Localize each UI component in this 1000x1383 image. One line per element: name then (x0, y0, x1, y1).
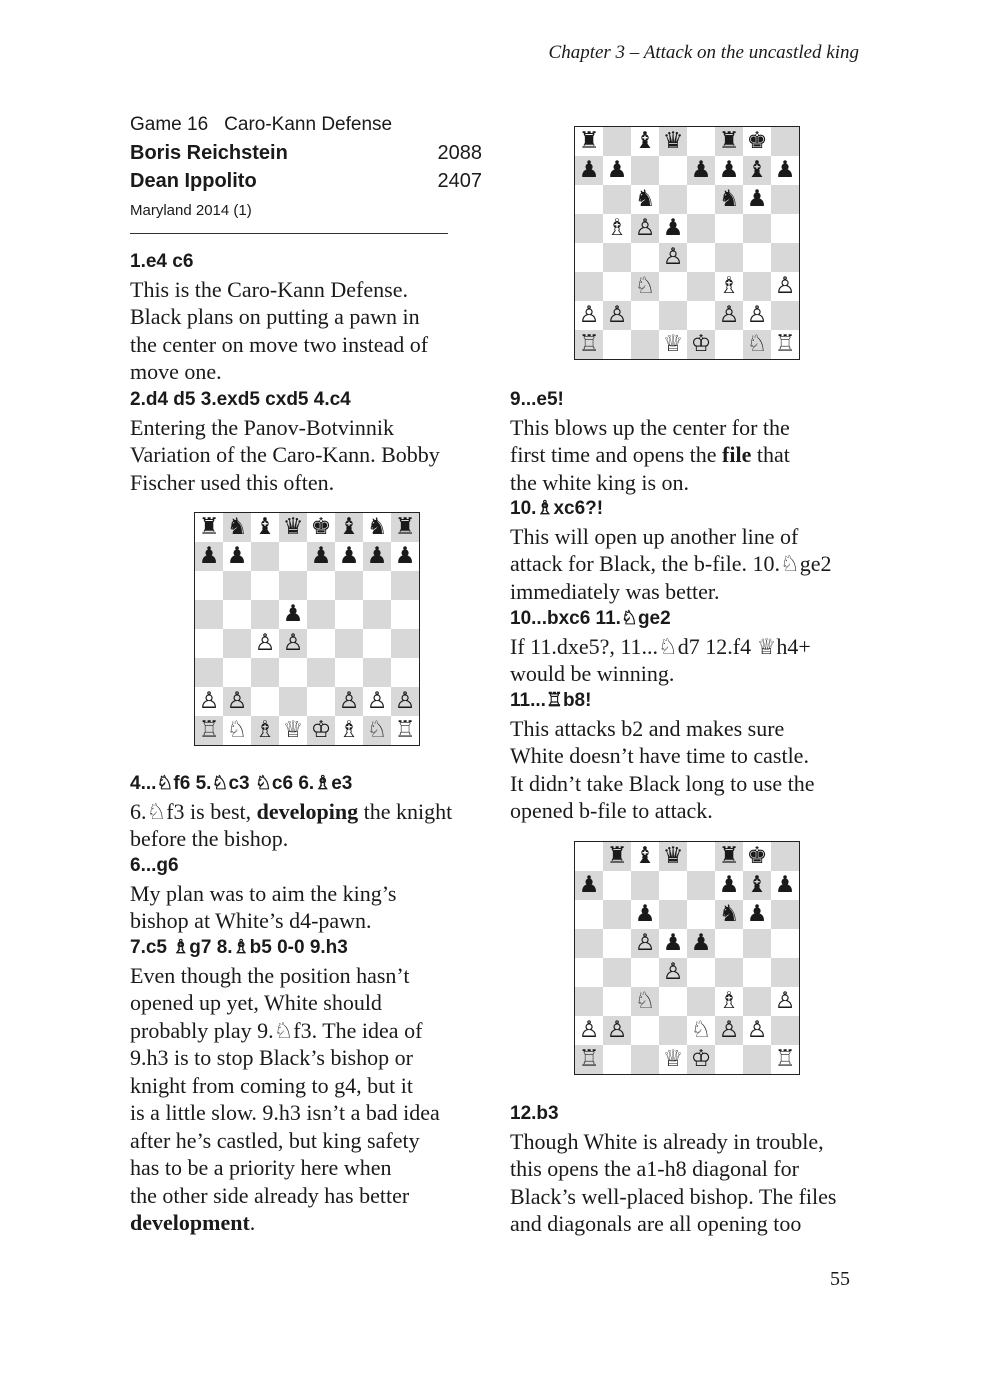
chess-piece-square: ♜ (603, 842, 631, 871)
empty-square (307, 658, 335, 687)
chess-piece-square: ♟ (307, 542, 335, 571)
empty-square (687, 958, 715, 987)
empty-square (279, 658, 307, 687)
move-text: 4...♘f6 5.♘c3 ♘c6 6.♗e3 (130, 773, 353, 794)
chess-piece-square: ♘ (363, 716, 391, 745)
chess-piece-square: ♕ (659, 1045, 687, 1074)
chess-piece-square: ♖ (391, 716, 419, 745)
running-head: Chapter 3 – Attack on the uncastled king (548, 42, 859, 63)
chess-piece-square: ♙ (715, 301, 743, 330)
empty-square (223, 600, 251, 629)
empty-square (307, 571, 335, 600)
empty-square (603, 1045, 631, 1074)
commentary-line: attack for Black, the b-file. 10.♘ge2 (510, 551, 832, 576)
empty-square (603, 330, 631, 359)
empty-square (771, 301, 799, 330)
chess-piece-square: ♙ (575, 1016, 603, 1045)
empty-square (659, 185, 687, 214)
empty-square (631, 958, 659, 987)
annotation-block (510, 1100, 880, 1238)
empty-square (771, 842, 799, 871)
move-text: 9...e5! (510, 389, 564, 410)
commentary-line: Variation of the Caro-Kann. Bobby (130, 442, 440, 467)
empty-square (631, 1016, 659, 1045)
empty-square (251, 687, 279, 716)
empty-square (659, 156, 687, 185)
commentary (130, 880, 500, 935)
chess-piece-square: ♛ (279, 513, 307, 542)
chess-piece-square: ♘ (743, 330, 771, 359)
black-player (130, 167, 482, 195)
chess-piece-square: ♖ (575, 330, 603, 359)
empty-square (363, 600, 391, 629)
empty-square (743, 272, 771, 301)
chess-piece-square: ♞ (223, 513, 251, 542)
empty-square (279, 571, 307, 600)
chess-piece-square: ♚ (307, 513, 335, 542)
empty-square (687, 214, 715, 243)
empty-square (687, 127, 715, 156)
empty-square (603, 871, 631, 900)
commentary-line: This attacks b2 and makes sure (510, 715, 785, 741)
empty-square (603, 272, 631, 301)
empty-square (335, 658, 363, 687)
chess-piece-square: ♝ (335, 513, 363, 542)
annotation-block (510, 605, 880, 688)
empty-square (223, 571, 251, 600)
commentary-line: is a little slow. 9.h3 isn’t a bad idea (130, 1100, 440, 1125)
empty-square (631, 301, 659, 330)
commentary-line: knight from coming to g4, but it (130, 1072, 413, 1098)
chess-piece-square: ♟ (335, 542, 363, 571)
empty-square (279, 687, 307, 716)
chess-piece-square: ♟ (195, 542, 223, 571)
chess-piece-square: ♜ (715, 127, 743, 156)
chess-piece-square: ♜ (575, 127, 603, 156)
chess-piece-square: ♗ (251, 716, 279, 745)
chess-piece-square: ♕ (279, 716, 307, 745)
chess-piece-square: ♝ (743, 871, 771, 900)
empty-square (307, 687, 335, 716)
chess-piece-square: ♟ (715, 156, 743, 185)
commentary-line: Though White is already in trouble, (510, 1128, 824, 1154)
empty-square (771, 1016, 799, 1045)
empty-square (195, 571, 223, 600)
game-title (130, 111, 482, 139)
commentary-line: Fischer used this often. (130, 469, 335, 495)
chess-piece-square: ♞ (715, 900, 743, 929)
chess-piece-square: ♞ (715, 185, 743, 214)
chess-piece-square: ♟ (391, 542, 419, 571)
empty-square (575, 842, 603, 871)
move-text: 10.♗xc6?! (510, 498, 604, 519)
empty-square (771, 958, 799, 987)
chess-piece-square: ♙ (195, 687, 223, 716)
game-header (130, 111, 482, 234)
chess-piece-square: ♞ (363, 513, 391, 542)
chess-piece-square: ♟ (687, 156, 715, 185)
empty-square (575, 900, 603, 929)
chess-piece-square: ♚ (743, 842, 771, 871)
chess-piece-square: ♘ (631, 987, 659, 1016)
chess-piece-square: ♚ (743, 127, 771, 156)
empty-square (715, 243, 743, 272)
chess-piece-square: ♖ (771, 1045, 799, 1074)
empty-square (743, 929, 771, 958)
chess-piece-square: ♔ (307, 716, 335, 745)
commentary-line: immediately was better. (510, 578, 720, 604)
empty-square (335, 629, 363, 658)
chess-piece-square: ♗ (715, 272, 743, 301)
empty-square (771, 214, 799, 243)
chess-piece-square: ♘ (687, 1016, 715, 1045)
empty-square (575, 214, 603, 243)
empty-square (603, 127, 631, 156)
empty-square (687, 871, 715, 900)
empty-square (687, 185, 715, 214)
empty-square (335, 571, 363, 600)
empty-square (391, 571, 419, 600)
chess-piece-square: ♛ (659, 127, 687, 156)
chess-piece-square: ♘ (631, 272, 659, 301)
black-player-name: Dean Ippolito (130, 170, 257, 192)
empty-square (687, 243, 715, 272)
empty-square (659, 987, 687, 1016)
empty-square (631, 243, 659, 272)
chess-piece-square: ♙ (659, 243, 687, 272)
empty-square (391, 658, 419, 687)
chess-piece-square: ♗ (335, 716, 363, 745)
chess-piece-square: ♟ (631, 900, 659, 929)
annotation-block (510, 495, 880, 605)
move-text: 6...g6 (130, 855, 179, 876)
empty-square (251, 658, 279, 687)
chess-piece-square: ♙ (631, 929, 659, 958)
commentary-line: opened up yet, White should (130, 990, 382, 1015)
annotation-block (510, 386, 880, 496)
empty-square (715, 929, 743, 958)
empty-square (223, 658, 251, 687)
opening-name: Caro-Kann Defense (224, 114, 393, 135)
move-text: 7.c5 ♗g7 8.♗b5 0-0 9.h3 (130, 937, 348, 958)
chess-diagram (574, 841, 800, 1075)
commentary-line: bishop at White’s d4-pawn. (130, 908, 372, 933)
empty-square (659, 272, 687, 301)
empty-square (631, 1045, 659, 1074)
move-text: 10...bxc6 11.♘ge2 (510, 608, 671, 629)
empty-square (195, 600, 223, 629)
chess-diagram (574, 126, 800, 360)
chess-piece-square: ♙ (335, 687, 363, 716)
commentary-line: the other side already has better (130, 1182, 410, 1208)
chess-piece-square: ♜ (715, 842, 743, 871)
empty-square (279, 542, 307, 571)
chess-piece-square: ♗ (715, 987, 743, 1016)
commentary-line: Entering the Panov-Botvinnik (130, 414, 394, 440)
commentary-line: This will open up another line of (510, 523, 799, 549)
empty-square (195, 629, 223, 658)
chess-piece-square: ♕ (659, 330, 687, 359)
empty-square (631, 156, 659, 185)
empty-square (687, 987, 715, 1016)
chess-piece-square: ♝ (251, 513, 279, 542)
commentary-line: the white king is on. (510, 469, 690, 495)
chess-piece-square: ♙ (575, 301, 603, 330)
chess-piece-square: ♙ (771, 987, 799, 1016)
commentary-line: the center on move two instead of (130, 331, 429, 357)
chess-piece-square: ♙ (743, 1016, 771, 1045)
chess-piece-square: ♜ (391, 513, 419, 542)
chess-piece-square: ♖ (771, 330, 799, 359)
empty-square (603, 987, 631, 1016)
empty-square (771, 900, 799, 929)
annotation-block (130, 770, 500, 853)
empty-square (391, 600, 419, 629)
empty-square (307, 600, 335, 629)
commentary (130, 962, 500, 1237)
chess-piece-square: ♙ (771, 272, 799, 301)
chess-piece-square: ♟ (771, 156, 799, 185)
chess-piece-square: ♙ (659, 958, 687, 987)
chess-piece-square: ♟ (743, 185, 771, 214)
chess-piece-square: ♝ (743, 156, 771, 185)
chess-piece-square: ♙ (279, 629, 307, 658)
chess-diagram (194, 512, 420, 746)
empty-square (687, 301, 715, 330)
empty-square (603, 958, 631, 987)
black-player-rating: 2407 (437, 170, 482, 192)
chess-piece-square: ♟ (603, 156, 631, 185)
chess-piece-square: ♖ (575, 1045, 603, 1074)
chess-piece-square: ♟ (363, 542, 391, 571)
empty-square (659, 871, 687, 900)
commentary-line: and diagonals are all opening too (510, 1211, 802, 1236)
annotation-block (130, 852, 500, 935)
chess-piece-square: ♟ (771, 871, 799, 900)
commentary-line: If 11.dxe5?, 11...♘d7 12.f4 ♕h4+ (510, 633, 811, 659)
empty-square (743, 214, 771, 243)
commentary-line: White doesn’t have time to castle. (510, 743, 809, 768)
empty-square (659, 1016, 687, 1045)
chess-piece-square: ♟ (575, 871, 603, 900)
annotation-block (130, 248, 500, 386)
commentary (130, 798, 500, 853)
commentary (510, 633, 880, 688)
empty-square (631, 330, 659, 359)
annotation-block (130, 386, 500, 496)
chess-piece-square: ♟ (715, 871, 743, 900)
chess-piece-square: ♙ (603, 301, 631, 330)
commentary (510, 523, 880, 606)
commentary-line: before the bishop. (130, 826, 289, 851)
commentary-line: would be winning. (510, 661, 675, 686)
commentary-line: has to be a priority here when (130, 1155, 392, 1180)
chess-piece-square: ♟ (223, 542, 251, 571)
empty-square (659, 301, 687, 330)
empty-square (223, 629, 251, 658)
commentary-line: after he’s castled, but king safety (130, 1127, 420, 1153)
empty-square (631, 871, 659, 900)
empty-square (687, 272, 715, 301)
chess-piece-square: ♝ (631, 127, 659, 156)
white-player-rating: 2088 (437, 142, 482, 164)
chess-piece-square: ♟ (279, 600, 307, 629)
chess-piece-square: ♙ (223, 687, 251, 716)
chess-piece-square: ♛ (659, 842, 687, 871)
chess-piece-square: ♟ (575, 156, 603, 185)
move-text: 12.b3 (510, 1103, 559, 1124)
commentary (510, 715, 880, 825)
chess-piece-square: ♜ (195, 513, 223, 542)
chess-piece-square: ♗ (603, 214, 631, 243)
commentary-line: development. (130, 1210, 256, 1235)
empty-square (363, 658, 391, 687)
commentary-line: 9.h3 is to stop Black’s bishop or (130, 1045, 413, 1070)
chess-piece-square: ♟ (687, 929, 715, 958)
empty-square (575, 958, 603, 987)
empty-square (575, 272, 603, 301)
game-label: Game 16 (130, 114, 209, 135)
empty-square (363, 629, 391, 658)
empty-square (771, 929, 799, 958)
empty-square (715, 214, 743, 243)
chess-piece-square: ♝ (631, 842, 659, 871)
empty-square (743, 958, 771, 987)
chess-piece-square: ♖ (195, 716, 223, 745)
commentary-line: This blows up the center for the (510, 414, 790, 440)
empty-square (603, 185, 631, 214)
chess-piece-square: ♞ (631, 185, 659, 214)
chess-piece-square: ♙ (743, 301, 771, 330)
chess-piece-square: ♙ (603, 1016, 631, 1045)
chess-piece-square: ♟ (659, 929, 687, 958)
commentary-line: opened b-file to attack. (510, 798, 713, 823)
empty-square (603, 900, 631, 929)
commentary-line: This is the Caro-Kann Defense. (130, 276, 408, 302)
commentary-line: My plan was to aim the king’s (130, 880, 397, 906)
empty-square (743, 243, 771, 272)
commentary-line: this opens the a1-h8 diagonal for (510, 1156, 799, 1181)
move-text: 1.e4 c6 (130, 251, 194, 272)
chess-piece-square: ♔ (687, 330, 715, 359)
empty-square (603, 243, 631, 272)
move-text: 11...♖b8! (510, 690, 592, 711)
commentary (130, 414, 500, 497)
white-player (130, 139, 482, 167)
chess-piece-square: ♙ (631, 214, 659, 243)
empty-square (771, 127, 799, 156)
empty-square (195, 658, 223, 687)
annotation-block (130, 934, 500, 1237)
commentary-line: Even though the position hasn’t (130, 962, 410, 988)
commentary-line: move one. (130, 359, 222, 384)
empty-square (391, 629, 419, 658)
empty-square (603, 929, 631, 958)
chess-piece-square: ♙ (391, 687, 419, 716)
annotation-block (510, 687, 880, 825)
empty-square (715, 330, 743, 359)
empty-square (335, 600, 363, 629)
commentary-line: first time and opens the file that (510, 442, 790, 467)
chess-piece-square: ♙ (251, 629, 279, 658)
empty-square (659, 900, 687, 929)
page-number: 55 (830, 1268, 850, 1290)
empty-square (687, 842, 715, 871)
chess-piece-square: ♙ (363, 687, 391, 716)
chess-piece-square: ♘ (223, 716, 251, 745)
empty-square (687, 900, 715, 929)
empty-square (771, 185, 799, 214)
move-text: 2.d4 d5 3.exd5 cxd5 4.c4 (130, 389, 351, 410)
commentary (130, 276, 500, 386)
empty-square (743, 1045, 771, 1074)
commentary (510, 1128, 880, 1238)
commentary (510, 414, 880, 497)
commentary-line: 6.♘f3 is best, developing the knight (130, 798, 453, 824)
commentary-line: Black plans on putting a pawn in (130, 304, 420, 329)
empty-square (575, 243, 603, 272)
white-player-name: Boris Reichstein (130, 142, 288, 164)
chess-piece-square: ♟ (659, 214, 687, 243)
chess-piece-square: ♙ (715, 1016, 743, 1045)
empty-square (575, 185, 603, 214)
empty-square (575, 929, 603, 958)
commentary-line: It didn’t take Black long to use the (510, 770, 815, 796)
empty-square (307, 629, 335, 658)
empty-square (771, 243, 799, 272)
commentary-line: Black’s well-placed bishop. The files (510, 1183, 837, 1209)
empty-square (715, 958, 743, 987)
empty-square (251, 571, 279, 600)
chess-piece-square: ♟ (743, 900, 771, 929)
empty-square (251, 542, 279, 571)
empty-square (743, 987, 771, 1016)
empty-square (251, 600, 279, 629)
event-info: Maryland 2014 (1) (130, 195, 448, 234)
empty-square (715, 1045, 743, 1074)
chess-piece-square: ♔ (687, 1045, 715, 1074)
empty-square (363, 571, 391, 600)
empty-square (575, 987, 603, 1016)
commentary-line: probably play 9.♘f3. The idea of (130, 1017, 423, 1043)
